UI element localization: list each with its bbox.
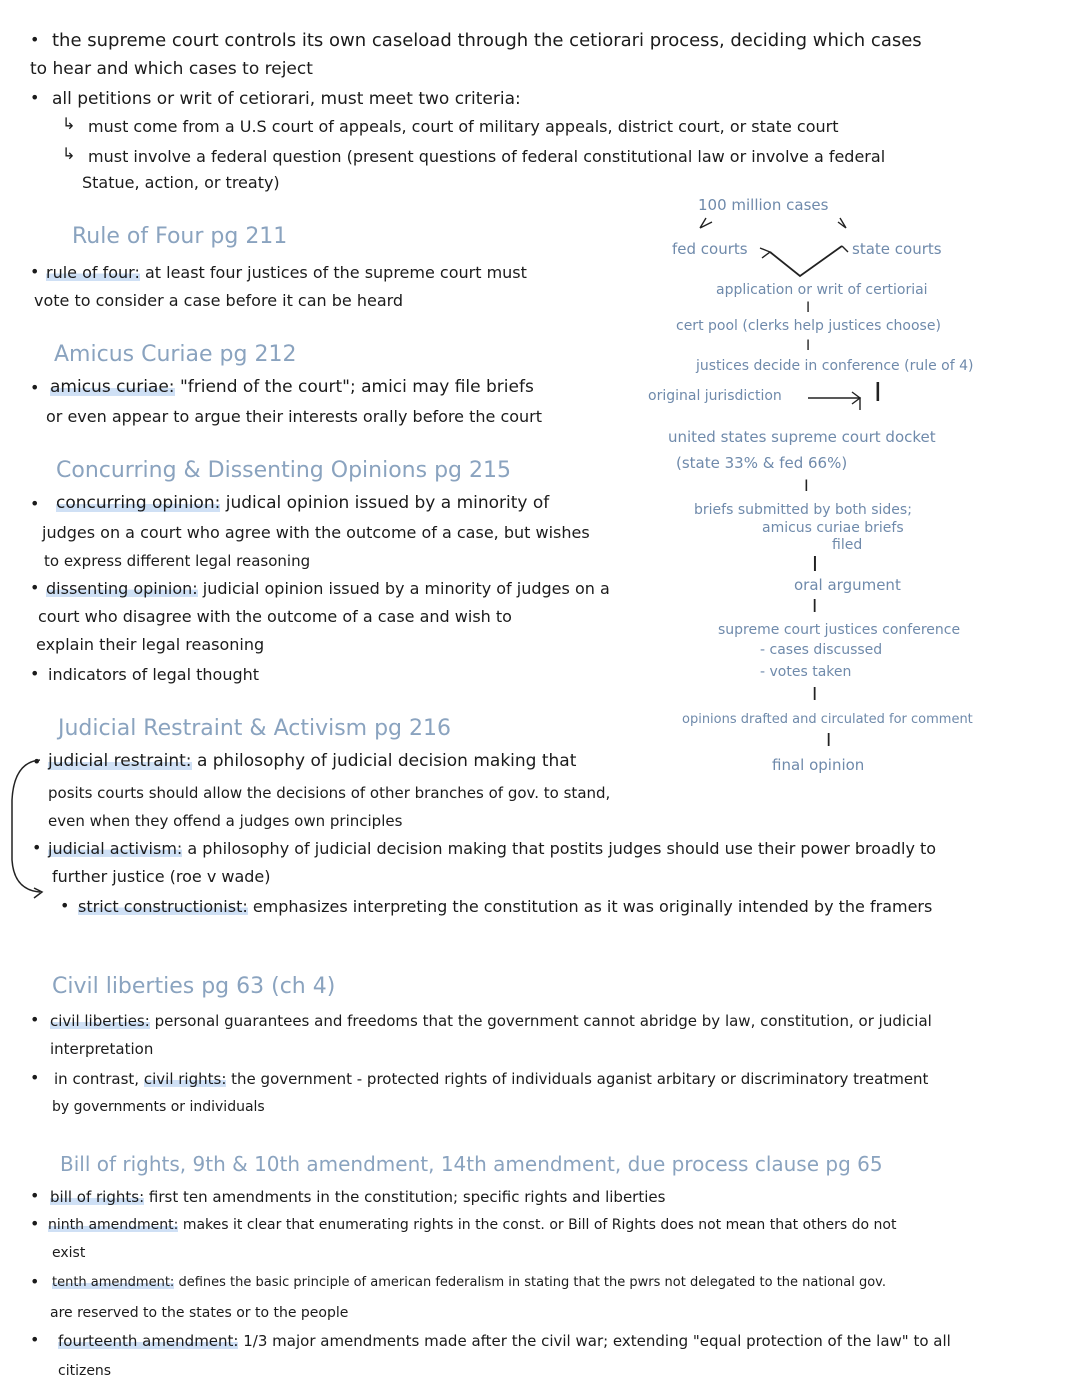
term-restraint: judicial restraint: — [48, 751, 192, 771]
intro-line-3: all petitions or writ of cetiorari, must meet two criteria: — [52, 89, 521, 109]
term-tenth: tenth amendment: — [52, 1275, 175, 1290]
civil-rights-line-2: by governments or individuals — [52, 1099, 265, 1115]
heading-concurring-dissenting: Concurring & Dissenting Opinions pg 215 — [56, 458, 511, 483]
flow-step-9: final opinion — [772, 756, 865, 774]
bullet: • — [30, 30, 40, 49]
strict-text: emphasizes interpreting the constitution as it was originally intended by the framers — [252, 897, 933, 916]
term-ninth: ninth amendment: — [48, 1217, 179, 1233]
restraint-line-2: posits courts should allow the decisions of other branches of gov. to stand, — [48, 784, 611, 802]
flow-step-7b: - cases discussed — [760, 642, 883, 658]
heading-bill-of-rights: Bill of rights, 9th & 10th amendment, 14th amendment, due process clause pg 65 — [60, 1152, 883, 1176]
flow-step-3: justices decide in conference (rule of 4) — [696, 358, 974, 374]
bullet: • — [30, 262, 40, 281]
flow-step-7c: - votes taken — [760, 664, 852, 680]
term-strict: strict constructionist: — [78, 897, 248, 916]
bullet: • — [30, 378, 40, 397]
dissenting-line-2: court who disagree with the outcome of a case and wish to — [38, 607, 512, 626]
term-amicus: amicus curiae: — [50, 377, 175, 397]
civil-rights-text: the government - protected rights of individuals aganist arbitary or discriminatory treatment — [231, 1070, 929, 1088]
bullet: • — [30, 578, 40, 597]
bullet: • — [32, 752, 42, 771]
amicus-line-2: or even appear to argue their interests orally before the court — [46, 407, 543, 426]
bullet: • — [30, 494, 40, 513]
flow-step-2: cert pool (clerks help justices choose) — [676, 318, 941, 334]
civil-lead: in contrast, — [54, 1070, 140, 1088]
term-concurring: concurring opinion: — [56, 493, 221, 513]
bullet: • — [32, 838, 42, 857]
flow-connector-icon: I — [874, 378, 882, 408]
flow-connector-icon: I — [804, 476, 809, 495]
ninth-text: makes it clear that enumerating rights in the const. or Bill of Rights does not mean that others do not — [182, 1217, 897, 1233]
restraint-text-1a: a philosophy of judicial decision making that — [196, 751, 577, 771]
term-dissenting: dissenting opinion: — [46, 579, 198, 598]
term-bill-of-rights: bill of rights: — [50, 1188, 145, 1206]
bullet: • — [30, 1330, 40, 1349]
flow-connector-icon: I — [806, 300, 811, 316]
dissenting-line-3: explain their legal reasoning — [36, 635, 265, 654]
flow-step-8: opinions drafted and circulated for comment — [682, 712, 973, 727]
flow-connector-icon: I — [812, 552, 818, 576]
flow-side: original jurisdiction — [648, 388, 782, 404]
rule-of-four-text-1: at least four justices of the supreme court must — [144, 263, 527, 282]
activism-text-2a: a philosophy of judicial decision making that postits judges should use their power broadly to — [187, 839, 937, 858]
activism-line-2: further justice (roe v wade) — [52, 867, 271, 886]
arrow-icon: ↳ — [62, 114, 76, 133]
fourteenth-line-2: citizens — [58, 1363, 112, 1379]
term-fourteenth: fourteenth amendment: — [58, 1332, 239, 1350]
intro-sub-1: must come from a U.S court of appeals, court of military appeals, district court, or state court — [88, 117, 839, 136]
rule-of-four-line-2: vote to consider a case before it can be heard — [34, 291, 404, 310]
bullet: • — [30, 1186, 40, 1205]
flow-top: 100 million cases — [698, 196, 829, 214]
intro-sub-2b: Statue, action, or treaty) — [82, 173, 280, 192]
fourteenth-text: 1/3 major amendments made after the civil war; extending "equal protection of the law" to all — [243, 1332, 951, 1350]
ninth-line-2: exist — [52, 1245, 86, 1261]
flow-step-1: application or writ of certioriai — [716, 282, 928, 298]
flow-step-5c: filed — [832, 537, 863, 553]
arrow-icon: ↳ — [62, 144, 76, 163]
bullet: • — [30, 1010, 40, 1029]
intro-line-1: the supreme court controls its own caseload through the cetiorari process, deciding which cases — [52, 30, 922, 51]
flow-connector-icon: I — [812, 596, 818, 617]
flow-step-4a: united states supreme court docket — [668, 428, 936, 446]
bullet: • — [60, 896, 70, 915]
bill-text-1: first ten amendments in the constitution; specific rights and liberties — [148, 1188, 666, 1206]
bullet: • — [30, 664, 40, 683]
flow-connector-icon: I — [826, 730, 832, 751]
intro-sub-2: must involve a federal question (present questions of federal constitutional law or involve a federal — [88, 147, 886, 166]
concurring-line-2: judges on a court who agree with the outcome of a case, but wishes — [42, 523, 590, 542]
bullet: • — [30, 88, 40, 107]
heading-civil-liberties: Civil liberties pg 63 (ch 4) — [52, 974, 336, 999]
civil-line-2: interpretation — [50, 1040, 154, 1058]
term-civil-liberties: civil liberties: — [50, 1012, 150, 1030]
intro-line-2: to hear and which cases to reject — [30, 59, 313, 79]
term-activism: judicial activism: — [48, 839, 183, 858]
tenth-text: defines the basic principle of american federalism in stating that the pwrs not delegated to the national gov. — [178, 1275, 887, 1290]
flow-state-courts: state courts — [852, 240, 942, 258]
flow-fed-courts: fed courts — [672, 240, 748, 258]
concurring-text-1a: judical opinion issued by a minority of — [225, 493, 550, 513]
tenth-line-2: are reserved to the states or to the people — [50, 1305, 349, 1321]
term-civil-rights: civil rights: — [143, 1070, 227, 1088]
civil-text-1a: personal guarantees and freedoms that the government cannot abridge by law, constitution, or judicial — [154, 1012, 932, 1030]
flow-step-5b: amicus curiae briefs — [762, 520, 904, 536]
term-rule-of-four: rule of four: — [46, 263, 140, 282]
dissenting-text-2a: judicial opinion issued by a minority of judges on a — [202, 579, 610, 598]
amicus-text-1: "friend of the court"; amici may file briefs — [179, 377, 534, 397]
flow-step-7a: supreme court justices conference — [718, 622, 961, 638]
heading-amicus-curiae: Amicus Curiae pg 212 — [54, 342, 297, 367]
flow-step-6: oral argument — [794, 576, 901, 594]
bullet: • — [30, 1214, 40, 1233]
flow-step-5a: briefs submitted by both sides; — [694, 502, 912, 518]
flow-connector-icon: I — [806, 338, 811, 354]
flow-step-4b: (state 33% & fed 66%) — [676, 454, 848, 472]
flow-connector-icon: I — [812, 684, 818, 705]
concurring-line-3: to express different legal reasoning — [44, 552, 311, 570]
bullet: • — [30, 1068, 40, 1087]
heading-restraint-activism: Judicial Restraint & Activism pg 216 — [58, 716, 452, 741]
indicators-line: indicators of legal thought — [48, 665, 260, 684]
heading-rule-of-four: Rule of Four pg 211 — [72, 224, 288, 249]
restraint-line-3: even when they offend a judges own principles — [48, 812, 403, 830]
bullet: • — [30, 1272, 40, 1291]
